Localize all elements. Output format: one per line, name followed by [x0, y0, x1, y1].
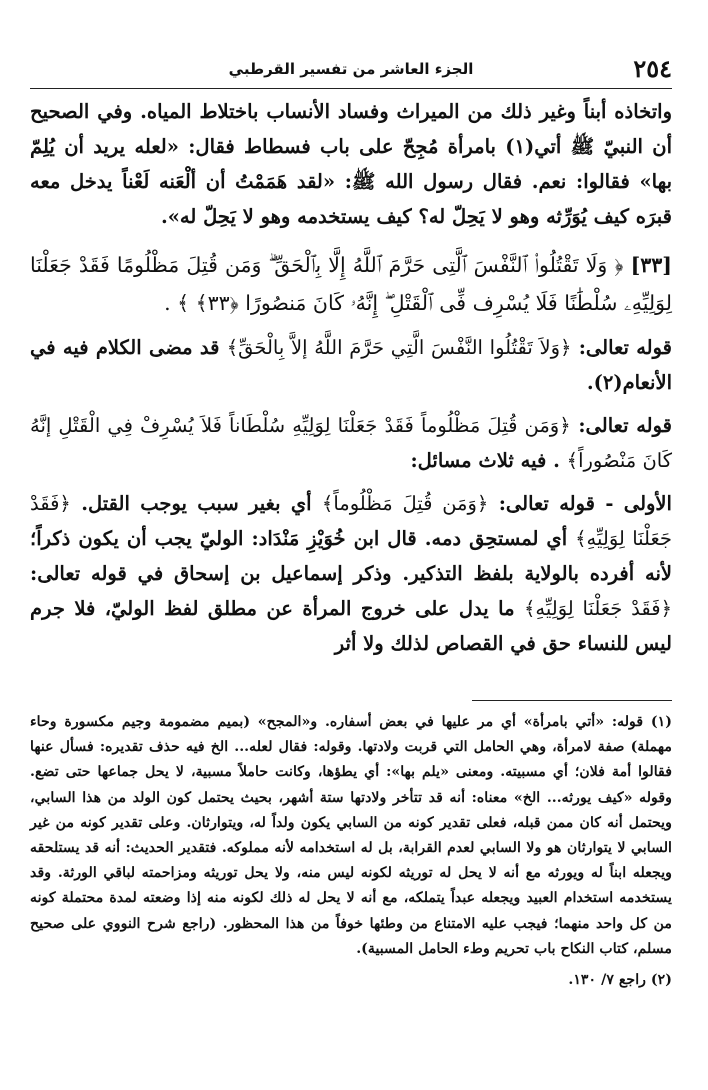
verse-block — [30, 246, 672, 322]
commentary-text: ما يدل على خروج المرأة عن مطلق لفظ الوليّ، فلا جرم ليس للنساء حق في القصاص لذلك ولا أثر — [30, 597, 672, 655]
paragraph-hadith: واتخاذه أبناً وغير ذلك من الميراث وفساد الأنساب باختلاط المياه. وفي الصحيح أن النبيّ ﷺ أتي(١) بامرأة مُجِحّ على باب فسطاط فقال: «لعله يريد أن يُلِمّ بها» فقالوا: نعم. فقال رسول الله ﷺ: «لقد هَمَمْتُ أن ألْعَنه لَعْناً يدخل معه قبرَه كيف يُوَرِّثه وهو لا يَحِلّ له؟ كيف يستخدمه وهو لا يَحِلّ له». — [30, 100, 672, 228]
paragraph-verse-part-1 — [30, 330, 672, 400]
verse-text: ﴿ وَلَا تَقْتُلُوا۟ ٱلنَّفْسَ ٱلَّتِى حَرَّمَ ٱللَّهُ إِلَّا بِٱلْحَقِّ ۗ وَمَن قُتِلَ مَظْلُومًا فَقَدْ جَعَلْنَا لِوَلِيِّهِۦ سُلْطَٰنًا فَلَا يُسْرِف فِّى ٱلْقَتْلِ ۖ إِنَّهُۥ كَانَ مَنصُورًا ﴿٣٣﴾ ﴾ . — [30, 253, 672, 315]
quran-quote: ﴿فَقَدْ جَعَلْنَا لِوَلِيِّهِ﴾ — [523, 597, 672, 620]
page-number: ٢٥٤ — [633, 54, 672, 83]
quote-intro: قوله تعالى: — [578, 336, 672, 359]
running-title: الجزء العاشر من تفسير القرطبي — [228, 60, 474, 78]
commentary-text: أي بغير سبب يوجب القتل. — [81, 492, 312, 515]
paragraph-verse-part-2 — [30, 408, 672, 478]
issue-heading: الأولى - قوله تعالى: — [498, 492, 672, 515]
quote-intro: قوله تعالى: — [578, 414, 672, 437]
main-text — [30, 94, 672, 661]
footnote-2: (٢) راجع ٧/ ١٣٠. — [568, 972, 672, 989]
quran-quote: ﴿وَلاَ تَقْتُلُوا النَّفْسَ الَّتِي حَرَّمَ اللَّهُ إلاَّ بِالْحَقِّ﴾ — [226, 336, 572, 359]
commentary-text: قد مضى الكلام فيه في الأنعام(٢). — [30, 336, 672, 394]
commentary-text: . فيه ثلاث مسائل: — [410, 449, 560, 472]
footnotes — [30, 710, 672, 993]
quran-quote: ﴿وَمَن قُتِلَ مَظْلُوماً﴾ — [321, 492, 489, 515]
footnote-1: (١) قوله: «أتي بامرأة» أي مر عليها في بعض أسفاره. و«المجح» (بميم مضمومة وجيم مكسورة وحاء مهملة) صفة لامرأة، وهي الحامل التي قربت ولادتها. وقوله: فقال لعله... الخ فيه حذف تقديره: فسأل عنها فقالوا أمة فلان؛ أي مسبيته. ومعنى «يلم بها»: أي يطؤها، وكانت حاملاً مسبية، لا يحل جماعها حتى تضع. وقوله «كيف يورثه... الخ» معناه: أنه قد تتأخر ولادتها ستة أشهر، بحيث يحتمل كون الولد من هذا السابي، ويحتمل أنه كان ممن قبله، فعلى تقدير كونه من السابي يكون ولداً له، ويتوارثان. وعلى تقدير كونه من غير السابي لا يتوارثان هو ولا السابي لعدم القرابة، بل له استخدامه لأنه مملوكه. فتقدير الحديث: أنه قد يستلحقه ويجعله ابناً له ويورثه مع أنه لا يحل له توريثه لكونه ليس منه، ولا يحل توريثه ومزاحمته لباقي الورثة. وقد يستخدمه استخدام العبيد ويجعله عبداً يتملكه، مع أنه لا يحل له ذلك لكونه منه إذا وضعته لمدة محتملة كونه من كل واحد منهما؛ فيجب عليه الامتناع من وطئها خوفاً من هذا المحظور. (راجع شرح النووي على صحيح مسلم، كتاب النكاح باب تحريم وطء الحامل المسبية). — [30, 714, 672, 957]
commentary-text: أي لمستحِق دمه. قال ابن خُوَيْزِ مَنْدَاد: الوليّ يجب أن يكون ذكراً؛ لأنه أفرده بالولاية بلفظ التذكير. وذكر إسماعيل بن إسحاق في قوله تعالى: — [30, 527, 672, 585]
quran-quote: ﴿فَقَدْ جَعَلْنَا لِوَلِيِّهِ﴾ — [30, 492, 672, 550]
page-header — [30, 54, 672, 89]
verse-number: [٣٣] — [630, 253, 672, 277]
paragraph-first-issue — [30, 486, 672, 661]
quran-quote: ﴿وَمَن قُتِلَ مَظْلُوماً فَقَدْ جَعَلْنَا لِوَلِيِّهِ سُلْطَاناً فَلاَ يُسْرِفْ فِي الْقَتْلِ إنَّهُ كَانَ مَنْصُوراً﴾ — [30, 414, 672, 472]
footnote-separator — [472, 700, 672, 701]
